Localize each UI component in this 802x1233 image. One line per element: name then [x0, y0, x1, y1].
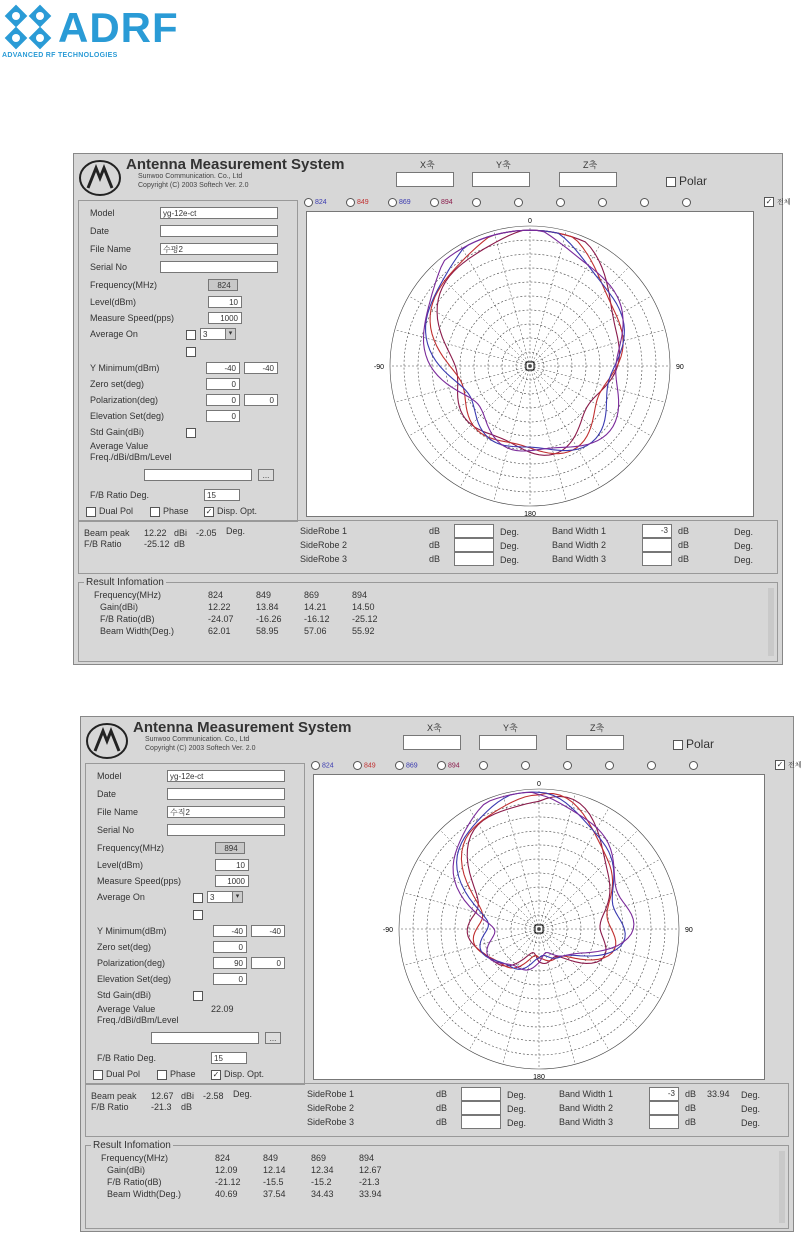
ymin-label: Y Minimum(dBm) — [90, 363, 160, 373]
zero-set-field[interactable]: 0 — [213, 941, 247, 953]
company-name: Sunwoo Communication. Co., Ltd — [138, 173, 243, 180]
axis-y-field[interactable] — [479, 735, 537, 750]
freq-radio-0[interactable]: 824 — [311, 761, 334, 770]
polar-grid-spoke — [418, 859, 539, 929]
fb-ratio-result-unit: dB — [181, 1102, 193, 1112]
ymin-field-1[interactable]: -40 — [213, 925, 247, 937]
result-cell: 824 — [215, 1153, 231, 1163]
polar-grid-spoke — [494, 231, 530, 366]
freq-radio-1[interactable]: 849 — [346, 198, 369, 207]
speed-field[interactable]: 1000 — [215, 875, 249, 887]
fb-ratio-field[interactable]: 15 — [211, 1052, 247, 1064]
band-width-1-field[interactable]: -3 — [642, 524, 672, 538]
app-title: Antenna Measurement System — [133, 719, 352, 736]
elevation-field[interactable]: 0 — [206, 410, 240, 422]
level-field[interactable]: 10 — [215, 859, 249, 871]
polar-grid-spoke — [539, 893, 674, 929]
polar-grid-spoke — [469, 929, 539, 1050]
result-row-label: Frequency(MHz) — [94, 590, 162, 600]
elevation-label: Elevation Set(deg) — [97, 974, 172, 984]
fb-ratio-result-label: F/B Ratio — [91, 1102, 129, 1112]
frequency-field: 824 — [208, 279, 238, 291]
polar-label: Polar — [679, 174, 708, 188]
band-width-3-unit: dB — [685, 1117, 697, 1127]
band-width-3-unit: dB — [678, 554, 690, 564]
average-on-checkbox[interactable] — [186, 330, 196, 340]
result-cell: 849 — [256, 590, 272, 600]
result-cell: 40.69 — [215, 1189, 238, 1199]
band-width-3-deg: Deg. — [741, 1118, 761, 1128]
result-cell: 824 — [208, 590, 224, 600]
result-row-label: Beam Width(Deg.) — [100, 626, 175, 636]
polar-grid-spoke — [530, 231, 566, 366]
sidelobe-3-deg: Deg. — [507, 1118, 527, 1128]
result-cell: -24.07 — [208, 614, 234, 624]
beam-peak-unit: dBi — [181, 1091, 195, 1101]
sidelobe-1-label: SideRobe 1 — [307, 1089, 355, 1099]
freq-radio-2[interactable]: 869 — [388, 198, 411, 207]
polarization-field-1[interactable]: 90 — [213, 957, 247, 969]
result-row-label: Gain(dBi) — [107, 1165, 146, 1175]
frequency-label: Frequency(MHz) — [90, 280, 158, 290]
band-width-2-unit: dB — [678, 540, 690, 550]
result-cell: 55.92 — [352, 626, 375, 636]
result-cell: 57.06 — [304, 626, 327, 636]
polar-grid-spoke — [539, 929, 575, 1064]
polar-grid-spoke — [539, 859, 660, 929]
beam-deg-label: Deg. — [233, 1089, 253, 1099]
band-width-1-label: Band Width 1 — [559, 1089, 614, 1099]
result-cell: 34.43 — [311, 1189, 334, 1199]
sidelobe-1-field[interactable] — [461, 1087, 501, 1101]
result-cell: 58.95 — [256, 626, 279, 636]
dual-pol-checkbox[interactable]: Dual Pol — [93, 1069, 140, 1080]
sidelobe-3-field[interactable] — [454, 552, 494, 566]
select-all-checkbox[interactable]: ✓ 전체 — [765, 197, 791, 207]
polar-axis-label-bottom: 180 — [524, 511, 536, 518]
polar-grid-spoke — [503, 929, 539, 1064]
sidelobe-2-unit: dB — [429, 540, 441, 550]
freq-level-field[interactable] — [151, 1032, 259, 1044]
result-cell: 849 — [263, 1153, 279, 1163]
std-gain-label: Std Gain(dBi) — [97, 990, 152, 1000]
average-value-label: Average Value — [90, 441, 149, 451]
disp-opt-checkbox[interactable]: ✓ Disp. Opt. — [205, 506, 258, 516]
sidelobe-1-deg: Deg. — [507, 1090, 527, 1100]
band-width-3-deg: Deg. — [734, 555, 754, 565]
freq-radio-6[interactable] — [563, 761, 574, 770]
band-width-3-field[interactable] — [642, 552, 672, 566]
date-field[interactable] — [167, 788, 285, 800]
sidelobe-3-deg: Deg. — [500, 555, 520, 565]
sidelobe-2-field[interactable] — [461, 1101, 501, 1115]
polar-label: Polar — [686, 737, 715, 751]
level-label: Level(dBm) — [90, 297, 137, 307]
freq-radio-0[interactable]: 824 — [304, 198, 327, 207]
axis-x-label: X축 — [420, 160, 435, 170]
polar-axis-label-top: 0 — [537, 781, 541, 788]
ymin-field-2[interactable]: -40 — [251, 925, 285, 937]
polar-grid-spoke — [409, 296, 530, 366]
elevation-field[interactable]: 0 — [213, 973, 247, 985]
logo-tagline: ADVANCED RF TECHNOLOGIES — [2, 52, 118, 59]
band-width-3-label: Band Width 3 — [552, 554, 607, 564]
band-width-3-label: Band Width 3 — [559, 1117, 614, 1127]
polar-grid-spoke — [539, 929, 660, 999]
copyright: Copyright (C) 2003 Softech Ver. 2.0 — [138, 182, 249, 189]
axis-y-label: Y축 — [503, 723, 518, 733]
band-width-result: 33.94 — [707, 1089, 730, 1099]
polar-grid-spoke — [503, 794, 539, 929]
polar-axis-label-left: -90 — [382, 927, 393, 934]
sidelobe-3-field[interactable] — [461, 1115, 501, 1129]
freq-radio-3[interactable]: 894 — [430, 198, 453, 207]
sidelobe-3-unit: dB — [429, 554, 441, 564]
average-on-label: Average On — [97, 892, 145, 902]
model-label: Model — [90, 208, 115, 218]
polar-plot-area — [306, 211, 754, 517]
band-width-1-deg: Deg. — [741, 1090, 761, 1100]
ymin-field-2[interactable]: -40 — [244, 362, 278, 374]
result-cell: 894 — [352, 590, 368, 600]
axis-x-field[interactable] — [403, 735, 461, 750]
result-cell: 14.50 — [352, 602, 375, 612]
zero-set-label: Zero set(deg) — [97, 942, 152, 952]
freq-radio-1[interactable]: 849 — [353, 761, 376, 770]
freq-radio-6[interactable] — [556, 198, 567, 207]
pattern-trace-2 — [426, 230, 625, 450]
fb-ratio-result-value: -21.3 — [151, 1102, 172, 1112]
sidelobe-2-label: SideRobe 2 — [300, 540, 348, 550]
band-width-2-field[interactable] — [649, 1101, 679, 1115]
polar-checkbox[interactable] — [673, 737, 714, 751]
polar-grid-spoke — [530, 296, 651, 366]
fb-ratio-field[interactable]: 15 — [204, 489, 240, 501]
polar-pattern-plot — [314, 775, 764, 1079]
polar-grid-spoke — [539, 808, 609, 929]
polar-grid-spoke — [539, 830, 638, 929]
polar-grid-spoke — [395, 330, 530, 366]
polar-grid-spoke — [404, 929, 539, 965]
band-width-2-deg: Deg. — [741, 1104, 761, 1114]
sidelobe-2-unit: dB — [436, 1103, 448, 1113]
sidelobe-2-field[interactable] — [454, 538, 494, 552]
browse-button[interactable]: ... — [265, 1032, 281, 1044]
band-width-1-deg: Deg. — [734, 527, 754, 537]
result-row-label: Gain(dBi) — [100, 602, 139, 612]
phase-checkbox[interactable]: Phase — [157, 1069, 196, 1080]
result-cell: -15.5 — [263, 1177, 284, 1187]
app-logo-icon — [85, 721, 129, 761]
freq-radio-7[interactable] — [605, 761, 616, 770]
polar-axis-label-bottom: 180 — [533, 1074, 545, 1081]
freq-level-label: Freq./dBi/dBm/Level — [90, 452, 172, 462]
serial-label: Serial No — [90, 262, 128, 272]
axis-x-field[interactable] — [396, 172, 454, 187]
disp-opt-checkbox[interactable]: ✓ Disp. Opt. — [212, 1069, 265, 1079]
beam-peak-value: 12.67 — [151, 1091, 174, 1101]
file-field[interactable]: 수평2 — [160, 243, 278, 255]
sidelobe-2-deg: Deg. — [500, 541, 520, 551]
result-cell: -21.3 — [359, 1177, 380, 1187]
result-cell: 33.94 — [359, 1189, 382, 1199]
polar-grid-spoke — [530, 330, 665, 366]
sidelobe-1-label: SideRobe 1 — [300, 526, 348, 536]
result-row-label: Beam Width(Deg.) — [107, 1189, 182, 1199]
level-label: Level(dBm) — [97, 860, 144, 870]
freq-radio-7[interactable] — [598, 198, 609, 207]
result-row-label: Frequency(MHz) — [101, 1153, 169, 1163]
result-cell: 13.84 — [256, 602, 279, 612]
band-width-2-deg: Deg. — [734, 541, 754, 551]
std-gain-label: Std Gain(dBi) — [90, 427, 145, 437]
std-gain-checkbox[interactable] — [186, 428, 196, 438]
beam-peak-unit: dBi — [174, 528, 188, 538]
date-field[interactable] — [160, 225, 278, 237]
result-row-label: F/B Ratio(dB) — [100, 614, 155, 624]
band-width-3-field[interactable] — [649, 1115, 679, 1129]
freq-radio-8[interactable] — [640, 198, 651, 207]
fb-ratio-result-unit: dB — [174, 539, 186, 549]
serial-field[interactable] — [160, 261, 278, 273]
polar-grid-spoke — [494, 366, 530, 501]
freq-radio-2[interactable]: 869 — [395, 761, 418, 770]
average-on-checkbox[interactable] — [193, 893, 203, 903]
polar-grid-spoke — [530, 267, 629, 366]
beam-deg-label: Deg. — [226, 526, 246, 536]
result-cell: -15.2 — [311, 1177, 332, 1187]
result-cell: -25.12 — [352, 614, 378, 624]
band-width-2-unit: dB — [685, 1103, 697, 1113]
model-field[interactable]: yg-12e-ct — [167, 770, 285, 782]
beam-peak-label: Beam peak — [84, 528, 130, 538]
average-value: 22.09 — [211, 1004, 234, 1014]
freq-radio-9[interactable] — [689, 761, 700, 770]
polar-grid-spoke — [409, 366, 530, 436]
axis-z-field[interactable] — [559, 172, 617, 187]
axis-x-label: X축 — [427, 723, 442, 733]
sidelobe-2-label: SideRobe 2 — [307, 1103, 355, 1113]
polar-checkbox[interactable] — [666, 174, 707, 188]
polar-pattern-plot — [307, 212, 753, 516]
result-cell: 12.14 — [263, 1165, 286, 1175]
file-field[interactable]: 수직2 — [167, 806, 285, 818]
result-group — [85, 1145, 789, 1229]
result-cell: 12.22 — [208, 602, 231, 612]
band-width-1-label: Band Width 1 — [552, 526, 607, 536]
freq-radio-4[interactable] — [479, 761, 490, 770]
elevation-label: Elevation Set(deg) — [90, 411, 165, 421]
average-value-label: Average Value — [97, 1004, 156, 1014]
polar-grid-spoke — [539, 794, 575, 929]
polar-grid-spoke — [530, 366, 566, 501]
polar-grid-spoke — [530, 366, 600, 487]
disabled-option-checkbox[interactable] — [193, 910, 203, 920]
fb-ratio-label: F/B Ratio Deg. — [97, 1053, 157, 1063]
ymin-field-1[interactable]: -40 — [206, 362, 240, 374]
sidelobe-1-deg: Deg. — [500, 527, 520, 537]
model-field[interactable]: yg-12e-ct — [160, 207, 278, 219]
sidelobe-1-unit: dB — [429, 526, 441, 536]
average-on-label: Average On — [90, 329, 138, 339]
result-cell: -21.12 — [215, 1177, 241, 1187]
polar-axis-label-right: 90 — [676, 364, 684, 371]
polarization-label: Polarization(deg) — [90, 395, 159, 405]
polar-grid-spoke — [530, 245, 600, 366]
date-label: Date — [90, 226, 110, 236]
select-all-checkbox[interactable]: ✓ 전체 — [776, 760, 802, 770]
speed-label: Measure Speed(pps) — [97, 876, 182, 886]
sidelobe-1-field[interactable] — [454, 524, 494, 538]
result-title: Result Infomation — [93, 1140, 171, 1151]
result-cell: 869 — [304, 590, 320, 600]
browse-button[interactable]: ... — [258, 469, 274, 481]
result-cell: 62.01 — [208, 626, 231, 636]
polarization-field-2[interactable]: 0 — [244, 394, 278, 406]
result-cell: 12.67 — [359, 1165, 382, 1175]
axis-z-field[interactable] — [566, 735, 624, 750]
adrf-logo — [0, 0, 179, 65]
sidelobe-3-label: SideRobe 3 — [307, 1117, 355, 1127]
result-cell: -16.26 — [256, 614, 282, 624]
result-cell: 14.21 — [304, 602, 327, 612]
result-cell: 37.54 — [263, 1189, 286, 1199]
sidelobe-2-deg: Deg. — [507, 1104, 527, 1114]
band-width-1-unit: dB — [685, 1089, 697, 1099]
polar-grid-spoke — [539, 929, 674, 965]
serial-label: Serial No — [97, 825, 135, 835]
result-scrollbar[interactable] — [768, 588, 774, 656]
result-row-label: F/B Ratio(dB) — [107, 1177, 162, 1187]
frequency-field: 894 — [215, 842, 245, 854]
band-width-2-label: Band Width 2 — [552, 540, 607, 550]
result-cell: 12.09 — [215, 1165, 238, 1175]
polar-grid-spoke — [404, 893, 539, 929]
zero-set-label: Zero set(deg) — [90, 379, 145, 389]
band-width-1-unit: dB — [678, 526, 690, 536]
measurement-window-vertical — [80, 716, 802, 1232]
zero-set-field[interactable]: 0 — [206, 378, 240, 390]
freq-level-field[interactable] — [144, 469, 252, 481]
polar-grid-spoke — [530, 366, 629, 465]
file-label: File Name — [97, 807, 139, 817]
freq-radio-5[interactable] — [521, 761, 532, 770]
disabled-option-checkbox[interactable] — [186, 347, 196, 357]
freq-level-label: Freq./dBi/dBm/Level — [97, 1015, 179, 1025]
file-label: File Name — [90, 244, 132, 254]
fb-ratio-label: F/B Ratio Deg. — [90, 490, 150, 500]
axis-y-field[interactable] — [472, 172, 530, 187]
axis-y-label: Y축 — [496, 160, 511, 170]
pattern-trace-1 — [430, 230, 623, 454]
serial-field[interactable] — [167, 824, 285, 836]
measurement-window-horizontal — [73, 153, 791, 665]
polar-grid-spoke — [539, 929, 609, 1050]
fb-ratio-result-value: -25.12 — [144, 539, 170, 549]
result-title: Result Infomation — [86, 577, 164, 588]
sidelobe-3-label: SideRobe 3 — [300, 554, 348, 564]
average-select[interactable]: 3 ▾ — [207, 891, 243, 903]
level-field[interactable]: 10 — [208, 296, 242, 308]
logo-brand: ADRF — [58, 4, 179, 51]
copyright: Copyright (C) 2003 Softech Ver. 2.0 — [145, 745, 256, 752]
freq-radio-3[interactable]: 894 — [437, 761, 460, 770]
polarization-field-1[interactable]: 0 — [206, 394, 240, 406]
average-select[interactable]: 3 ▾ — [200, 328, 236, 340]
beam-peak-label: Beam peak — [91, 1091, 137, 1101]
polar-axis-label-top: 0 — [528, 218, 532, 225]
polar-axis-label-left: -90 — [373, 364, 384, 371]
speed-label: Measure Speed(pps) — [90, 313, 175, 323]
frequency-label: Frequency(MHz) — [97, 843, 165, 853]
beam-peak-deg: -2.05 — [196, 528, 217, 538]
freq-radio-5[interactable] — [514, 198, 525, 207]
beam-peak-deg: -2.58 — [203, 1091, 224, 1101]
result-group — [78, 582, 778, 662]
app-title: Antenna Measurement System — [126, 156, 345, 173]
model-label: Model — [97, 771, 122, 781]
result-cell: 894 — [359, 1153, 375, 1163]
polarization-field-2[interactable]: 0 — [251, 957, 285, 969]
band-width-2-field[interactable] — [642, 538, 672, 552]
polar-grid-spoke — [418, 929, 539, 999]
polar-axis-label-right: 90 — [685, 927, 693, 934]
axis-z-label: Z축 — [583, 160, 598, 170]
date-label: Date — [97, 789, 117, 799]
phase-checkbox[interactable]: Phase — [150, 506, 189, 517]
band-width-2-label: Band Width 2 — [559, 1103, 614, 1113]
sidelobe-3-unit: dB — [436, 1117, 448, 1127]
beam-peak-value: 12.22 — [144, 528, 167, 538]
result-scrollbar[interactable] — [779, 1151, 785, 1223]
result-cell: 12.34 — [311, 1165, 334, 1175]
logo-mark-icon — [2, 2, 58, 52]
app-logo-icon — [78, 158, 122, 198]
polar-plot-area — [313, 774, 765, 1080]
result-cell: -16.12 — [304, 614, 330, 624]
polar-grid-spoke — [539, 929, 638, 1028]
std-gain-checkbox[interactable] — [193, 991, 203, 1001]
polarization-label: Polarization(deg) — [97, 958, 166, 968]
band-width-1-field[interactable]: -3 — [649, 1087, 679, 1101]
polar-grid-spoke — [460, 245, 530, 366]
polar-grid-spoke — [460, 366, 530, 487]
freq-radio-4[interactable] — [472, 198, 483, 207]
company-name: Sunwoo Communication. Co., Ltd — [145, 736, 250, 743]
speed-field[interactable]: 1000 — [208, 312, 242, 324]
ymin-label: Y Minimum(dBm) — [97, 926, 167, 936]
dual-pol-checkbox[interactable]: Dual Pol — [86, 506, 133, 517]
result-cell: 869 — [311, 1153, 327, 1163]
fb-ratio-result-label: F/B Ratio — [84, 539, 122, 549]
sidelobe-1-unit: dB — [436, 1089, 448, 1099]
freq-radio-9[interactable] — [682, 198, 693, 207]
axis-z-label: Z축 — [590, 723, 605, 733]
freq-radio-8[interactable] — [647, 761, 658, 770]
